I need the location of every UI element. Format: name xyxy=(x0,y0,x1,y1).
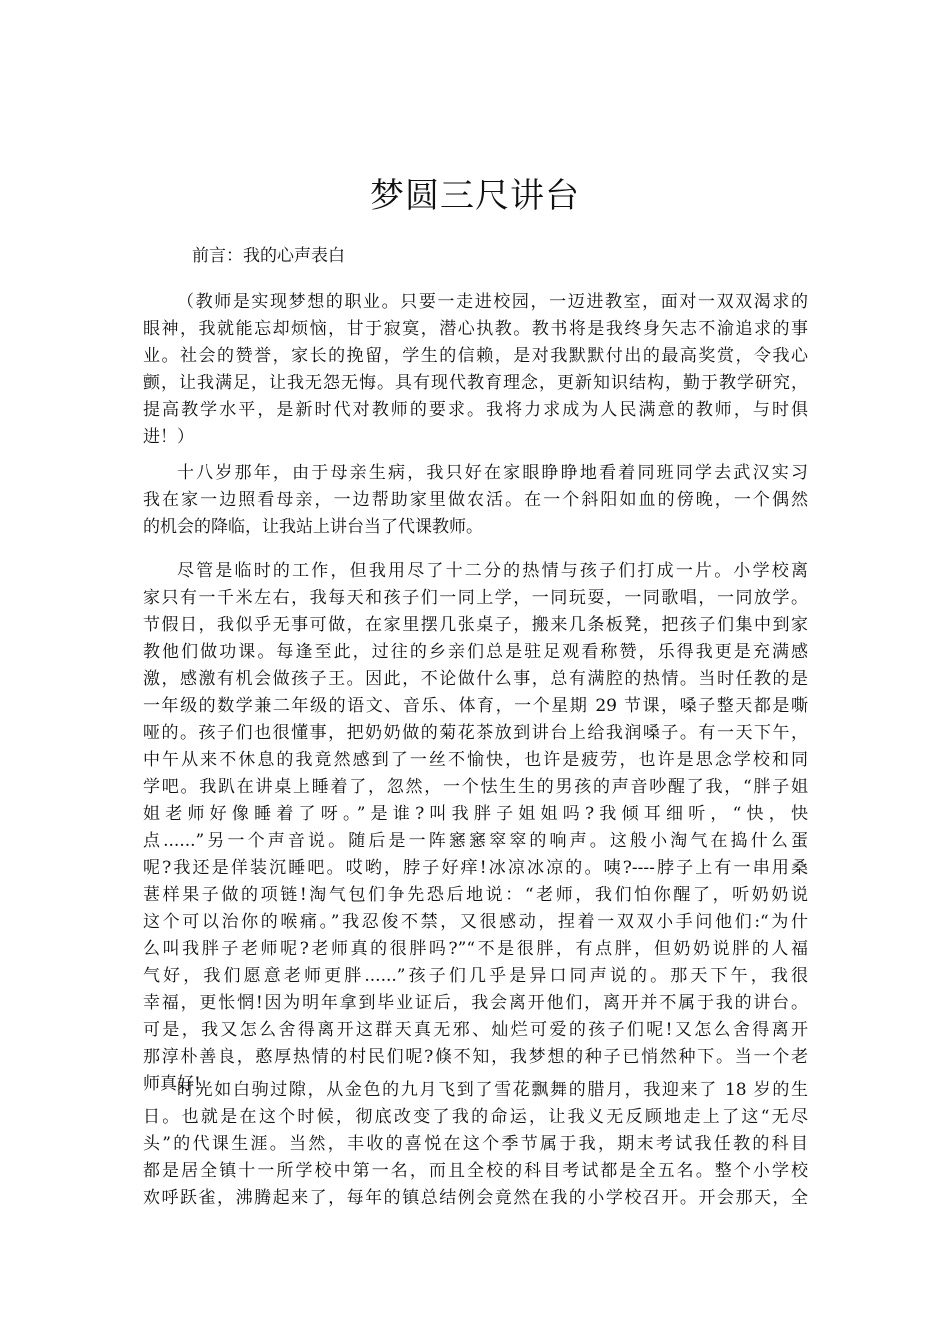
text-line: 师真好! xyxy=(143,1074,201,1094)
text-line: 家只有一千米左右，我每天和孩子们一同上学，一同玩耍，一同歌唱，一同放学。 xyxy=(143,588,808,608)
text-line: 进！） xyxy=(143,427,194,447)
text-line: （教师是实现梦想的职业。只要一走进校园，一迈进教室，面对一双双渴求的 xyxy=(177,292,808,312)
text-line: 眼神，我就能忘却烦恼，甘于寂寞，潜心执教。教书将是我终身矢志不渝追求的事 xyxy=(143,319,808,339)
text-line: 那淳朴善良，憨厚热情的村民们呢?倏不知，我梦想的种子已悄然种下。当一个老 xyxy=(143,1047,808,1067)
text-line: 激，感激有机会做孩子王。因此，不论做什么事，总有满腔的热情。当时任教的是 xyxy=(143,669,808,689)
text-line: 尽管是临时的工作，但我用尽了十二分的热情与孩子们打成一片。小学校离 xyxy=(177,561,808,581)
text-line: 时光如白驹过隙，从金色的九月飞到了雪花飘舞的腊月，我迎来了 18 岁的生 xyxy=(177,1080,808,1100)
text-line: 中午从来不休息的我竟然感到了一丝不愉快，也许是疲劳，也许是思念学校和同 xyxy=(143,750,808,770)
paragraph-2 xyxy=(143,460,808,541)
text-line: 葚样果子做的项链!淘气包们争先恐后地说：“老师，我们怕你醒了，听奶奶说 xyxy=(143,885,808,905)
text-line: 提高教学水平，是新时代对教师的要求。我将力求成为人民满意的教师，与时俱 xyxy=(143,400,808,420)
text-line: 节假日，我似乎无事可做，在家里摆几张桌子，搬来几条板凳，把孩子们集中到家 xyxy=(143,615,808,635)
paragraph-4 xyxy=(143,1077,808,1212)
text-line: 气好，我们愿意老师更胖......”孩子们几乎是异口同声说的。那天下午，我很 xyxy=(143,966,808,986)
text-line: 的机会的降临，让我站上讲台当了代课教师。 xyxy=(143,517,483,537)
text-line: 学吧。我趴在讲桌上睡着了，忽然，一个怯生生的男孩的声音吵醒了我，“胖子姐 xyxy=(143,777,808,797)
text-line: 这个可以治你的喉痛。”我忍俊不禁，又很感动，捏着一双双小手问他们:“为什 xyxy=(143,912,808,932)
text-line: 颤，让我满足，让我无怨无悔。具有现代教育理念，更新知识结构，勤于教学研究， xyxy=(143,373,808,393)
text-line: 幸福，更怅惘!因为明年拿到毕业证后，我会离开他们，离开并不属于我的讲台。 xyxy=(143,993,808,1013)
paragraph-1 xyxy=(143,289,808,451)
text-line: 点......”另一个声音说。随后是一阵窸窸窣窣的响声。这般小淘气在捣什么蛋 xyxy=(143,831,808,851)
text-line: 业。社会的赞誉，家长的挽留，学生的信赖，是对我默默付出的最高奖赏，令我心 xyxy=(143,346,808,366)
text-line: 十八岁那年，由于母亲生病，我只好在家眼睁睁地看着同班同学去武汉实习 xyxy=(177,463,808,483)
text-line: 教他们做功课。每逢至此，过往的乡亲们总是驻足观看称赞，乐得我更是充满感 xyxy=(143,642,808,662)
text-line: 欢呼跃雀，沸腾起来了，每年的镇总结例会竟然在我的小学校召开。开会那天，全 xyxy=(143,1188,808,1208)
text-line: 头”的代课生涯。当然，丰收的喜悦在这个季节属于我，期末考试我任教的科目 xyxy=(143,1134,808,1154)
document-title: 梦圆三尺讲台 xyxy=(370,176,580,216)
text-line: 呢?我还是佯装沉睡吧。哎哟，脖子好痒!冰凉冰凉的。咦?----脖子上有一串用桑 xyxy=(143,858,808,878)
text-line: 姐老师好像睡着了呀。”是谁?叫我胖子姐姐吗?我倾耳细听，“快，快 xyxy=(143,804,808,824)
text-line: 么叫我胖子老师呢?老师真的很胖吗?”“不是很胖，有点胖，但奶奶说胖的人福 xyxy=(143,939,808,959)
text-line: 可是，我又怎么舍得离开这群天真无邪、灿烂可爱的孩子们呢!又怎么舍得离开 xyxy=(143,1020,808,1040)
text-line: 日。也就是在这个时候，彻底改变了我的命运，让我义无反顾地走上了这“无尽 xyxy=(143,1107,808,1127)
paragraph-3 xyxy=(143,558,808,1098)
text-line: 都是居全镇十一所学校中第一名，而且全校的科目考试都是全五名。整个小学校 xyxy=(143,1161,808,1181)
text-line: 一年级的数学兼二年级的语文、音乐、体育，一个星期 29 节课，嗓子整天都是嘶 xyxy=(143,696,808,716)
text-line: 哑的。孩子们也很懂事，把奶奶做的菊花茶放到讲台上给我润嗓子。有一天下午， xyxy=(143,723,808,743)
preface-heading: 前言：我的心声表白 xyxy=(192,246,345,266)
text-line: 我在家一边照看母亲，一边帮助家里做农活。在一个斜阳如血的傍晚，一个偶然 xyxy=(143,490,808,510)
